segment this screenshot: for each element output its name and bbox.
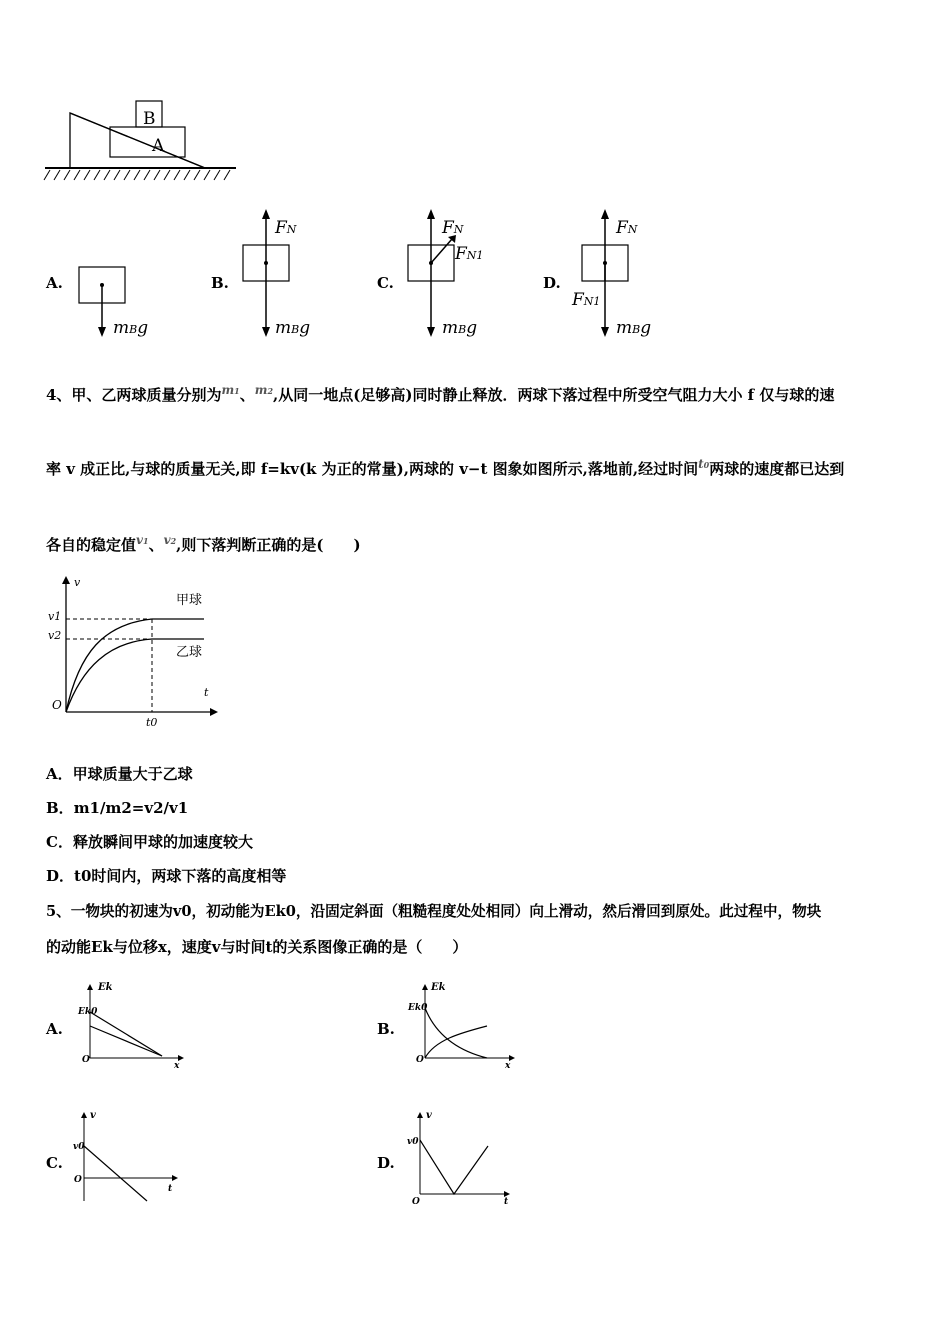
origin-label: O xyxy=(52,698,62,712)
fn1-label-d: FN1 xyxy=(572,290,601,310)
q5a-x-label: x xyxy=(174,1061,180,1070)
q5-option-b-graph[interactable] xyxy=(405,978,525,1070)
block-b-label: B xyxy=(143,109,156,129)
q5b-y-label: Ek xyxy=(431,982,446,993)
q5a-origin: O xyxy=(82,1055,90,1065)
axis-v-label: v xyxy=(74,576,81,589)
q5-option-a-graph[interactable] xyxy=(74,978,194,1070)
mbg-label-a: mBg xyxy=(113,318,149,338)
q4-line-1: 4、甲、乙两球质量分别为$^{m1}$、$^{m2}$,从同一地点(足够高)同时静止释放．两球下落过程中所受空气阻力大小 f 仅与球的速 xyxy=(46,383,835,404)
mbg-label-c: mBg xyxy=(442,318,478,338)
axis-t-label: t xyxy=(204,686,209,699)
incline-figure xyxy=(40,95,240,185)
v1-label: v1 xyxy=(48,610,62,623)
q3-option-b-figure[interactable] xyxy=(235,205,335,345)
q5-option-a-letter[interactable]: A. xyxy=(46,1020,63,1038)
ball-a-curve xyxy=(66,619,204,712)
q5b-y0-label: Ek0 xyxy=(408,1003,428,1013)
mbg-label-d: mBg xyxy=(616,318,652,338)
q5d-y0-label: v0 xyxy=(407,1137,419,1147)
q3-option-d-figure[interactable] xyxy=(570,205,680,345)
q5-option-d-letter[interactable]: D. xyxy=(377,1154,395,1172)
q3-option-a-letter[interactable]: A. xyxy=(46,274,63,292)
q4-vt-graph xyxy=(44,572,224,732)
block-a-label: A xyxy=(152,136,165,156)
q5d-origin: O xyxy=(412,1197,420,1206)
q5-line-2: 的动能Ek与位移x，速度v与时间t的关系图像正确的是（ ） xyxy=(46,938,468,956)
q5c-y-label: v xyxy=(90,1110,96,1121)
q3-option-d-letter[interactable]: D. xyxy=(543,274,561,292)
q5-line-1: 5、一物块的初速为v0，初动能为Ek0，沿固定斜面（粗糙程度处处相同）向上滑动，然后滑回到原处。此过程中，物块 xyxy=(46,903,822,920)
q3-option-b-letter[interactable]: B. xyxy=(211,274,229,292)
q3-option-c-letter[interactable]: C. xyxy=(377,274,394,292)
fn1-label-c: FN1 xyxy=(455,244,484,264)
mbg-label-b: mBg xyxy=(275,318,311,338)
q4-option-d[interactable]: D．t0时间内，两球下落的高度相等 xyxy=(46,867,287,885)
q4-line-3: 各自的稳定值$^{v1}$、$^{v2}$,则下落判断正确的是( ) xyxy=(46,533,361,554)
q5c-origin: O xyxy=(74,1175,82,1185)
q5a-y-label: Ek xyxy=(98,982,113,993)
q5c-y0-label: v0 xyxy=(73,1142,85,1152)
q4-line-2: 率 v 成正比,与球的质量无关,即 f=kv(k 为正的常量),两球的 v−t 图象如图所示,落地前,经过时间$^{t0}$两球的速度都已达到 xyxy=(46,457,845,478)
q5-option-b-letter[interactable]: B. xyxy=(377,1020,395,1038)
fn-label-c: FN xyxy=(442,218,464,238)
q5c-x-label: t xyxy=(168,1184,173,1194)
fn-label-d: FN xyxy=(616,218,638,238)
q5-option-d-graph[interactable] xyxy=(404,1106,524,1206)
q5-option-c-graph[interactable] xyxy=(72,1106,192,1206)
q4-option-b[interactable]: B．m1/m2=v2/v1 xyxy=(46,799,189,817)
t0-label: t0 xyxy=(146,716,158,729)
ball-b-label: 乙球 xyxy=(176,645,203,660)
q5a-y0-label: Ek0 xyxy=(78,1007,98,1017)
fn-label-b: FN xyxy=(275,218,297,238)
q5-option-c-letter[interactable]: C. xyxy=(46,1154,63,1172)
v2-label: v2 xyxy=(48,629,62,642)
q4-option-a[interactable]: A．甲球质量大于乙球 xyxy=(46,765,193,783)
q5b-x-label: x xyxy=(505,1061,511,1070)
q5d-y-label: v xyxy=(426,1110,432,1121)
q5b-origin: O xyxy=(416,1055,424,1065)
q4-option-c[interactable]: C．释放瞬间甲球的加速度较大 xyxy=(46,833,253,851)
q5d-x-label: t xyxy=(504,1197,509,1206)
q3-option-a-figure[interactable] xyxy=(70,255,170,345)
ball-a-label: 甲球 xyxy=(176,593,203,608)
q3-option-c-figure[interactable] xyxy=(400,205,510,345)
